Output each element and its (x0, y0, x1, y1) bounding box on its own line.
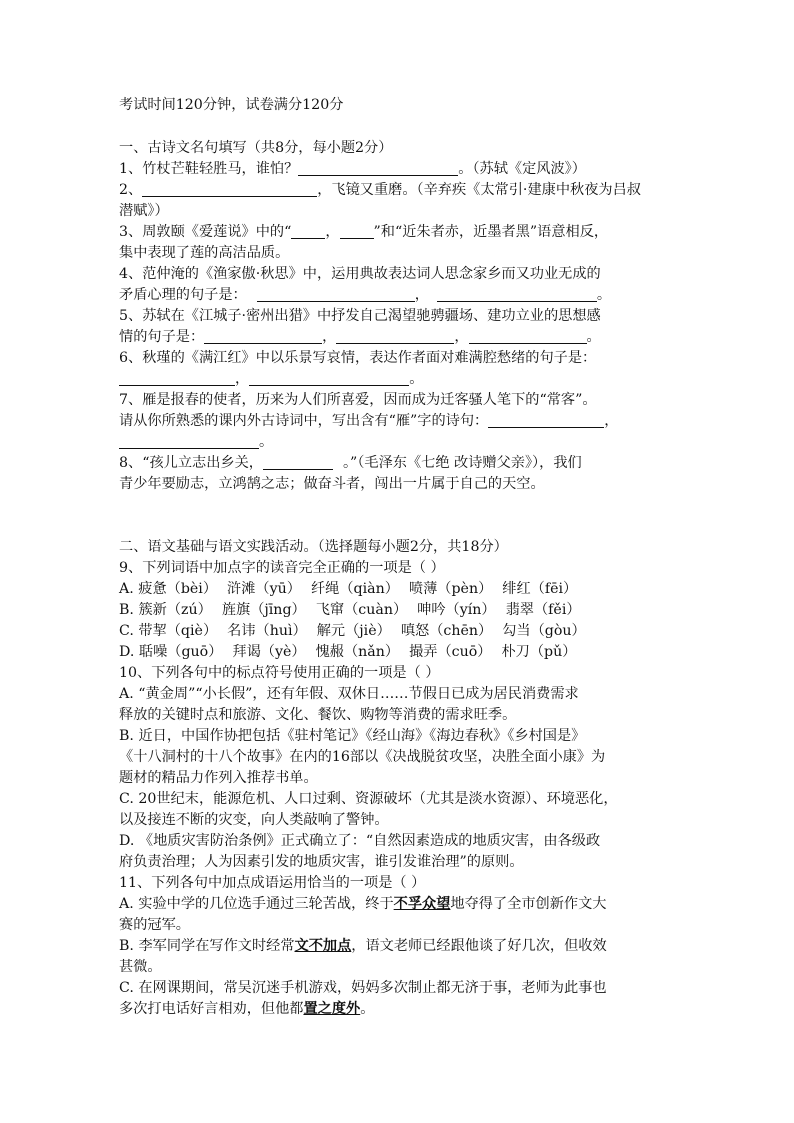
q6-blank-1[interactable] (119, 370, 235, 386)
q9-b-5: 翡翠（fěi） (505, 602, 581, 618)
q10-d-line2: 府负责治理；人为因素引发的地质灾害，谁引发谁治理”的原则。 (119, 854, 524, 870)
q10-b-line2: 《十八洞村的十八个故事》在内的16部以《决战脱贫攻坚，决胜全面小康》为 (119, 749, 606, 765)
exam-content (119, 95, 681, 1020)
q4-line1: 4、范仲淹的《渔家傲·秋思》中，运用典故表达词人思念家乡而又功业无成的 (119, 266, 601, 282)
q9-b-1: B. 簇新（zú） (119, 602, 212, 618)
q11-a-line1 (119, 894, 681, 915)
q3-blank-2[interactable] (340, 223, 374, 239)
q4-blank-1[interactable] (257, 286, 415, 302)
q4-blank-2[interactable] (437, 286, 597, 302)
q2 (119, 180, 681, 201)
q1-text: 1、竹杖芒鞋轻胜马，谁怕？ (119, 161, 299, 177)
q11-a-text-post: 地夺得了全市创新作文大 (450, 896, 607, 912)
q3-text-post: ”和“近朱者赤，近墨者黑”语意相反， (373, 224, 609, 240)
q11-a-line2: 赛的冠军。 (119, 917, 190, 933)
q11-b-line1 (119, 936, 681, 957)
q5-line1: 5、苏轼在《江城子·密州出猎》中抒发自己渴望驰骋疆场、建功立业的思想感 (119, 308, 601, 324)
q9-option-d (119, 642, 681, 663)
q10-stem: 10、下列各句中的标点符号使用正确的一项是（ ） (119, 665, 440, 681)
q4-text: 矛盾心理的句子是： (119, 287, 247, 303)
q2-text: ，飞镜又重磨。（辛弃疾《太常引·建康中秋夜为吕叔 (317, 182, 641, 198)
q11-c-end: 。 (360, 1001, 375, 1017)
q10-b-line3: 题材的精品力作列入推荐书单。 (119, 770, 318, 786)
q11-b-idiom: 文不加点 (294, 938, 352, 954)
q6-line1: 6、秋瑾的《满江红》中以乐景写哀情，表达作者面对难满腔愁绪的句子是： (119, 350, 597, 366)
q9-a-5: 绯红（fēi） (502, 581, 578, 597)
q7-line1: 7、雁是报春的使者，历来为人们所喜爱，因而成为迁客骚人笔下的“常客”。 (119, 392, 597, 408)
q9-b-4: 呻吟（yín） (417, 602, 496, 618)
q7-sep: ， (604, 413, 619, 429)
q9-d-2: 拜谒（yè） (232, 644, 306, 660)
q3-text: 3、周敦颐《爱莲说》中的“ (119, 224, 292, 240)
q10-a-line1: A. “黄金周”“小长假”，还有年假、双休日……节假日已成为居民消费需求 (119, 686, 579, 702)
q9-d-5: 朴刀（pǔ） (501, 644, 577, 660)
q7-blank-2[interactable] (119, 433, 259, 449)
q2-line2: 潜赋》） (119, 203, 169, 219)
q11-b-text: B. 李军同学在写作文时经常 (119, 938, 295, 954)
q9-b-2: 旌旗（jīng） (221, 602, 306, 618)
q9-c-1: C. 带挈（qiè） (119, 623, 218, 639)
q11-a-idiom: 不孚众望 (393, 896, 451, 912)
q8-text-post: 。”（毛泽东《七绝 改诗赠父亲》），我们 (342, 455, 582, 471)
q5-end: 。 (586, 329, 601, 345)
q10-a-line2: 释放的关键时点和旅游、文化、餐饮、购物等消费的需求旺季。 (119, 707, 517, 723)
q8-text: 8、“孩儿立志出乡关， (119, 455, 263, 471)
q9-b-3: 飞窜（cuàn） (315, 602, 408, 618)
q4-line2 (119, 285, 681, 306)
q9-option-b (119, 600, 681, 621)
q11-c-text: 多次打电话好言相劝，但他都 (119, 1001, 304, 1017)
q2-num: 2、 (119, 182, 143, 198)
q11-stem: 11、下列各句中加点成语运用恰当的一项是（ ） (119, 875, 426, 891)
q7-line2 (119, 411, 681, 432)
q9-c-2: 名讳（huì） (227, 623, 307, 639)
q9-d-4: 撮弄（cuō） (409, 644, 492, 660)
q1-source: 。（苏轼《定风波》） (458, 161, 586, 177)
q5-line2 (119, 327, 681, 348)
q9-a-1: A. 疲惫（bèi） (119, 581, 218, 597)
q6-end: 。 (409, 371, 424, 387)
q4-sep: ， (414, 287, 429, 303)
q3-line2: 集中表现了莲的高洁品质。 (119, 245, 290, 261)
q9-stem: 9、下列词语中加点字的读音完全正确的一项是（ ） (119, 560, 445, 576)
q3-blank-1[interactable] (291, 223, 325, 239)
q9-c-3: 解元（jiè） (316, 623, 391, 639)
q11-b-line2: 甚微。 (119, 959, 162, 975)
q10-c-line1: C. 20世纪末，能源危机、人口过剩、资源破坏（尤其是淡水资源）、环境恶化， (119, 791, 618, 807)
q9-d-3: 愧赧（nǎn） (315, 644, 400, 660)
q7-line3 (119, 432, 681, 453)
q8-line2: 青少年要励志，立鸿鹄之志；做奋斗者，闯出一片属于自己的天空。 (119, 476, 545, 492)
q9-a-2: 浒滩（yū） (227, 581, 301, 597)
q9-a-3: 纤绳（qiàn） (310, 581, 399, 597)
q7-text: 请从你所熟悉的课内外古诗词中，写出含有“雁”字的诗句： (119, 413, 489, 429)
q5-blank-2[interactable] (336, 328, 454, 344)
q11-c-idiom: 置之度外 (303, 1001, 361, 1017)
q11-b-text-post: ，语文老师已经跟他谈了好几次，但收效 (351, 938, 607, 954)
q9-a-4: 喷薄（pèn） (408, 581, 493, 597)
q10-b-line1: B. 近日，中国作协把包括《驻村笔记》《经山海》《海边春秋》《乡村国是》 (119, 728, 586, 744)
q9-d-1: D. 聒噪（guō） (119, 644, 223, 660)
q6-blank-2[interactable] (249, 370, 409, 386)
q11-a-text: A. 实验中学的几位选手通过三轮苦战，终于 (119, 896, 394, 912)
q3 (119, 222, 681, 243)
q6-sep: ， (235, 371, 250, 387)
q5-text: 情的句子是： (119, 329, 205, 345)
q10-d-line1: D. 《地质灾害防治条例》正式确立了：“自然因素造成的地质灾害，由各级政 (119, 833, 601, 849)
section1-title: 一、古诗文名句填写（共8分，每小题2分） (119, 140, 393, 156)
q11-c-line2 (119, 999, 681, 1020)
q7-end: 。 (259, 434, 274, 450)
q8 (119, 453, 681, 474)
q11-c-line1: C. 在网课期间，常吴沉迷手机游戏，妈妈多次制止都无济于事，老师为此事也 (119, 980, 607, 996)
q9-option-c (119, 621, 681, 642)
q7-blank-1[interactable] (488, 412, 604, 428)
q1-blank[interactable] (298, 160, 458, 176)
q9-option-a (119, 579, 681, 600)
section2-title: 二、语文基础与语文实践活动。（选择题每小题2分，共18分） (119, 539, 508, 555)
q9-c-5: 勾当（gòu） (502, 623, 586, 639)
q5-sep-1: ， (322, 329, 337, 345)
q5-sep-2: ， (454, 329, 469, 345)
q5-blank-1[interactable] (204, 328, 322, 344)
q4-end: 。 (596, 287, 612, 303)
q6-line2 (119, 369, 681, 390)
q8-blank[interactable] (263, 454, 333, 470)
q5-blank-3[interactable] (469, 328, 587, 344)
q2-blank[interactable] (142, 181, 317, 197)
q1 (119, 159, 681, 180)
q10-c-line2: 以及接连不断的灾变，向人类敲响了警钟。 (119, 812, 389, 828)
exam-info: 考试时间120分钟，试卷满分120分 (119, 97, 344, 113)
q9-c-4: 嗔怒（chēn） (400, 623, 493, 639)
q3-sep: ， (325, 224, 340, 240)
